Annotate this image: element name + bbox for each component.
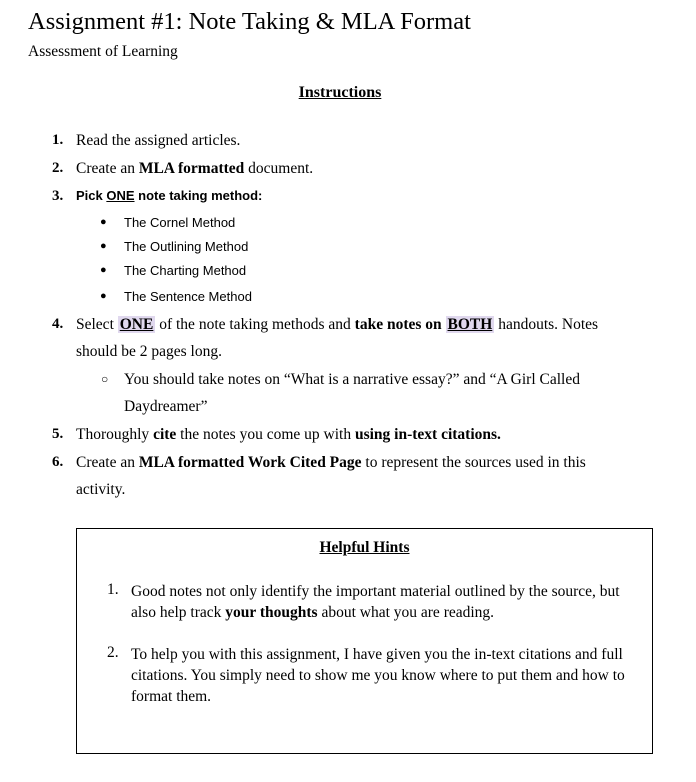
document-subtitle: Assessment of Learning xyxy=(28,43,178,60)
method-item: The Charting Method xyxy=(124,263,247,278)
step-5-number: 5. xyxy=(52,426,64,442)
circle-bullet-icon: ○ xyxy=(101,372,109,386)
step-5-text: Thoroughly cite the notes you come up with using in-text citations. xyxy=(76,426,501,443)
method-item: The Outlining Method xyxy=(124,239,249,254)
document-title: Assignment #1: Note Taking & MLA Format xyxy=(28,8,471,35)
step-6-text: Create an MLA formatted Work Cited Page to represent the sources used in this xyxy=(76,454,586,471)
step-4-text-cont: should be 2 pages long. xyxy=(76,343,222,360)
bullet-icon: ● xyxy=(100,264,107,276)
step-6-number: 6. xyxy=(52,454,64,470)
method-item: The Sentence Method xyxy=(124,289,252,304)
hint-1-number: 1. xyxy=(107,581,119,598)
sub-note-line2: Daydreamer” xyxy=(124,398,208,415)
step-3-number: 3. xyxy=(52,188,64,204)
helpful-hints-box xyxy=(76,528,653,754)
hint-2-number: 2. xyxy=(107,644,119,661)
step-1-number: 1. xyxy=(52,132,64,148)
step-1-text: Read the assigned articles. xyxy=(76,132,241,149)
hint-2-text: To help you with this assignment, I have given you the in-text citations and full citations. You simply need to show me you know where to put them and how to format them. xyxy=(131,646,625,705)
sub-note-line1: You should take notes on “What is a narrative essay?” and “A Girl Called xyxy=(124,371,580,388)
step-3-text: Pick ONE note taking method: xyxy=(76,188,263,203)
method-item: The Cornel Method xyxy=(124,215,236,230)
step-2-text: Create an MLA formatted document. xyxy=(76,160,314,177)
highlight-one: ONE xyxy=(119,316,154,333)
step-4-text: Select ONE of the note taking methods and take notes on BOTH handouts. Notes xyxy=(76,316,599,333)
bullet-icon: ● xyxy=(100,240,107,252)
bullet-icon: ● xyxy=(100,290,107,302)
step-2-number: 2. xyxy=(52,160,64,176)
instructions-heading: Instructions xyxy=(298,84,382,101)
step-4-number: 4. xyxy=(52,316,64,332)
helpful-hints-heading: Helpful Hints xyxy=(319,539,410,556)
step-6-text-cont: activity. xyxy=(76,481,126,498)
highlight-both: BOTH xyxy=(447,316,493,333)
hint-1-text: Good notes not only identify the important material outlined by the source, but also help track your thoughts about what you are reading. xyxy=(131,583,620,621)
bullet-icon: ● xyxy=(100,216,107,228)
